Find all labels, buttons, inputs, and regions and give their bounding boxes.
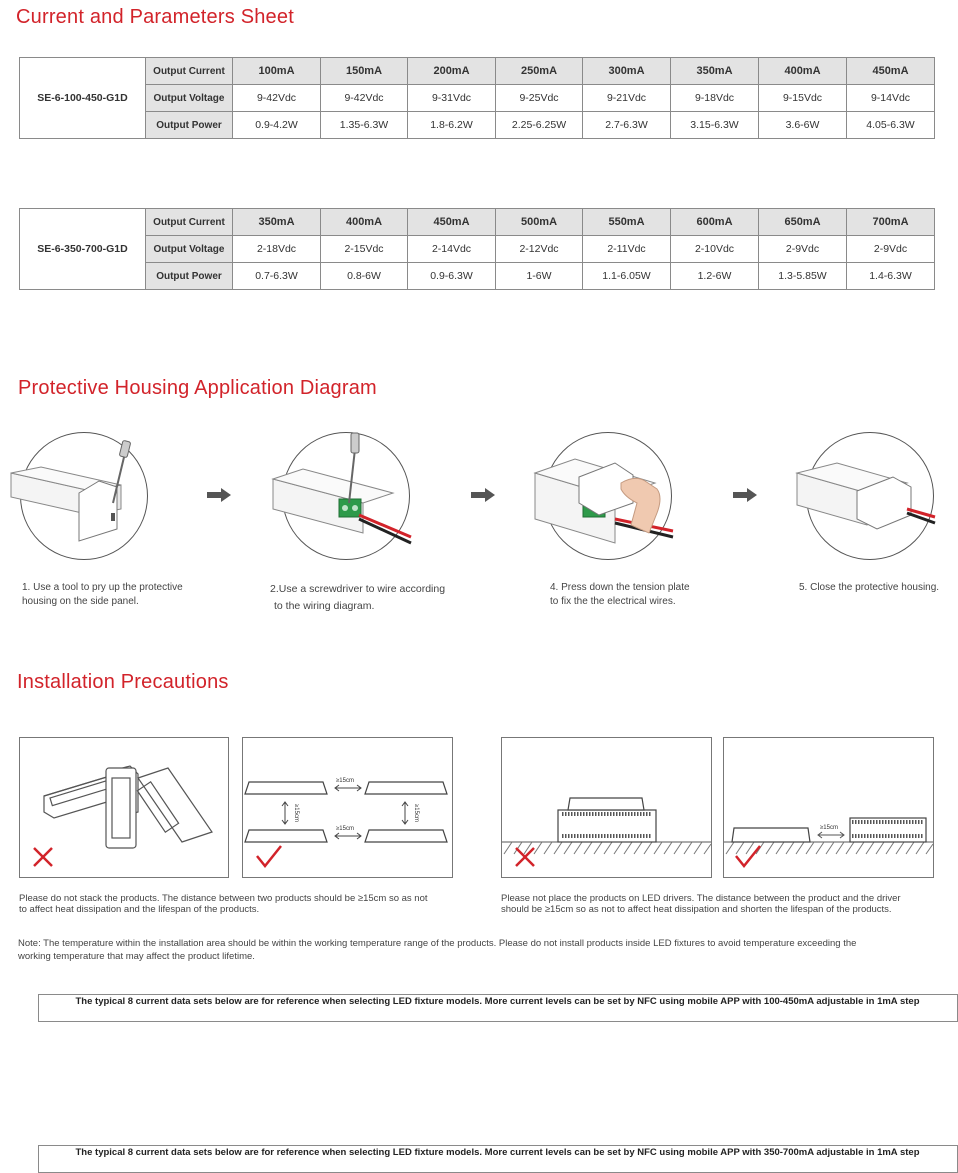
voltage-cell: 2-12Vdc (496, 236, 583, 263)
section-title-installation-precautions: Installation Precautions (17, 671, 229, 693)
voltage-cell: 9-18Vdc (671, 85, 759, 112)
current-cell: 600mA (671, 209, 759, 236)
power-cell: 1.35-6.3W (321, 112, 408, 139)
distance-label: ≥15cm (336, 826, 354, 832)
caption-line: should be ≥15cm so as not to affect heat dissipation and shorten the lifespan of the products. (501, 904, 892, 915)
precaution-caption-driver (501, 893, 901, 915)
current-cell: 400mA (759, 58, 847, 85)
voltage-cell: 9-14Vdc (847, 85, 935, 112)
power-cell: 1-6W (496, 263, 583, 290)
section-title-protective-housing: Protective Housing Application Diagram (18, 377, 377, 399)
voltage-cell: 2-10Vdc (671, 236, 759, 263)
step2-caption (270, 581, 445, 615)
current-cell: 350mA (233, 209, 321, 236)
power-cell: 1.8-6.2W (408, 112, 496, 139)
voltage-cell: 2-15Vdc (321, 236, 408, 263)
spaced-from-driver-right-panel (723, 737, 934, 878)
power-cell: 3.6-6W (759, 112, 847, 139)
power-cell: 2.7-6.3W (583, 112, 671, 139)
voltage-cell: 2-9Vdc (847, 236, 935, 263)
voltage-cell: 9-15Vdc (759, 85, 847, 112)
power-cell: 4.05-6.3W (847, 112, 935, 139)
current-cell: 450mA (847, 58, 935, 85)
caption-line: Please do not stack the products. The distance between two products should be ≥15cm so as not (19, 893, 428, 904)
distance-label: ≥15cm (820, 825, 838, 831)
voltage-cell: 9-21Vdc (583, 85, 671, 112)
precaution-caption-stack (19, 893, 428, 915)
caption-line: to affect heat dissipation and the lifespan of the products. (19, 904, 260, 915)
current-cell: 200mA (408, 58, 496, 85)
row-label-voltage: Output Voltage (146, 236, 233, 263)
caption-line: to fix the the electrical wires. (550, 596, 676, 607)
model-name: SE-6-100-450-G1D (20, 58, 146, 139)
current-cell: 550mA (583, 209, 671, 236)
note-line: working temperature that may affect the product lifetime. (18, 951, 255, 962)
power-cell: 3.15-6.3W (671, 112, 759, 139)
power-cell: 1.1-6.05W (583, 263, 671, 290)
spaced-products-right-panel (242, 737, 453, 878)
current-cell: 400mA (321, 209, 408, 236)
power-cell: 2.25-6.25W (496, 112, 583, 139)
table-note: The typical 8 current data sets below are for reference when selecting LED fixture models. More current levels can be set by NFC using mobile APP with 100-450mA adjustable in 1mA step (38, 994, 958, 1022)
current-cell: 150mA (321, 58, 408, 85)
current-cell: 250mA (496, 58, 583, 85)
step1-illustration (20, 432, 148, 560)
step4-illustration (544, 432, 672, 560)
arrow-right-icon (733, 488, 757, 502)
arrow-right-icon (471, 488, 495, 502)
caption-line: 4. Press down the tension plate (550, 582, 690, 593)
power-cell: 1.4-6.3W (847, 263, 935, 290)
row-label-power: Output Power (146, 263, 233, 290)
current-cell: 450mA (408, 209, 496, 236)
current-cell: 300mA (583, 58, 671, 85)
current-cell: 500mA (496, 209, 583, 236)
caption-line: to the wiring diagram. (274, 600, 375, 612)
arrow-right-icon (207, 488, 231, 502)
current-cell: 100mA (233, 58, 321, 85)
voltage-cell: 9-25Vdc (496, 85, 583, 112)
table-note: The typical 8 current data sets below are for reference when selecting LED fixture models. More current levels can be set by NFC using mobile APP with 350-700mA adjustable in 1mA step (38, 1145, 958, 1173)
distance-label: ≥15cm (412, 804, 419, 822)
distance-label: ≥15cm (292, 804, 299, 822)
section-title-current-parameters: Current and Parameters Sheet (16, 6, 294, 28)
stacked-products-wrong-panel (19, 737, 229, 878)
current-cell: 650mA (759, 209, 847, 236)
on-driver-wrong-panel (501, 737, 712, 878)
caption-line: 2.Use a screwdriver to wire according (270, 583, 446, 595)
power-cell: 1.2-6W (671, 263, 759, 290)
caption-line: Please not place the products on LED drivers. The distance between the product and the driver (501, 893, 901, 904)
caption-line: 1. Use a tool to pry up the protective (22, 582, 183, 593)
note-line: Note: The temperature within the installation area should be within the working temperature range of the products. Please do not install products inside LED fixtures to avoid temperature exceeding the (18, 938, 857, 949)
model-name: SE-6-350-700-G1D (20, 209, 146, 290)
voltage-cell: 2-18Vdc (233, 236, 321, 263)
power-cell: 0.9-4.2W (233, 112, 321, 139)
power-cell: 0.8-6W (321, 263, 408, 290)
temperature-note (18, 937, 938, 963)
step4-caption (550, 581, 690, 609)
power-cell: 0.9-6.3W (408, 263, 496, 290)
voltage-cell: 9-42Vdc (233, 85, 321, 112)
voltage-cell: 2-9Vdc (759, 236, 847, 263)
current-cell: 700mA (847, 209, 935, 236)
voltage-cell: 9-42Vdc (321, 85, 408, 112)
power-cell: 1.3-5.85W (759, 263, 847, 290)
caption-line: 5. Close the protective housing. (799, 582, 940, 593)
row-label-current: Output Current (146, 209, 233, 236)
caption-line: housing on the side panel. (22, 596, 139, 607)
voltage-cell: 2-14Vdc (408, 236, 496, 263)
row-label-voltage: Output Voltage (146, 85, 233, 112)
step1-caption (22, 581, 183, 609)
current-cell: 350mA (671, 58, 759, 85)
step5-illustration (806, 432, 934, 560)
distance-label: ≥15cm (336, 778, 354, 784)
row-label-current: Output Current (146, 58, 233, 85)
voltage-cell: 2-11Vdc (583, 236, 671, 263)
step2-illustration (282, 432, 410, 560)
row-label-power: Output Power (146, 112, 233, 139)
voltage-cell: 9-31Vdc (408, 85, 496, 112)
step5-caption (799, 581, 939, 595)
power-cell: 0.7-6.3W (233, 263, 321, 290)
